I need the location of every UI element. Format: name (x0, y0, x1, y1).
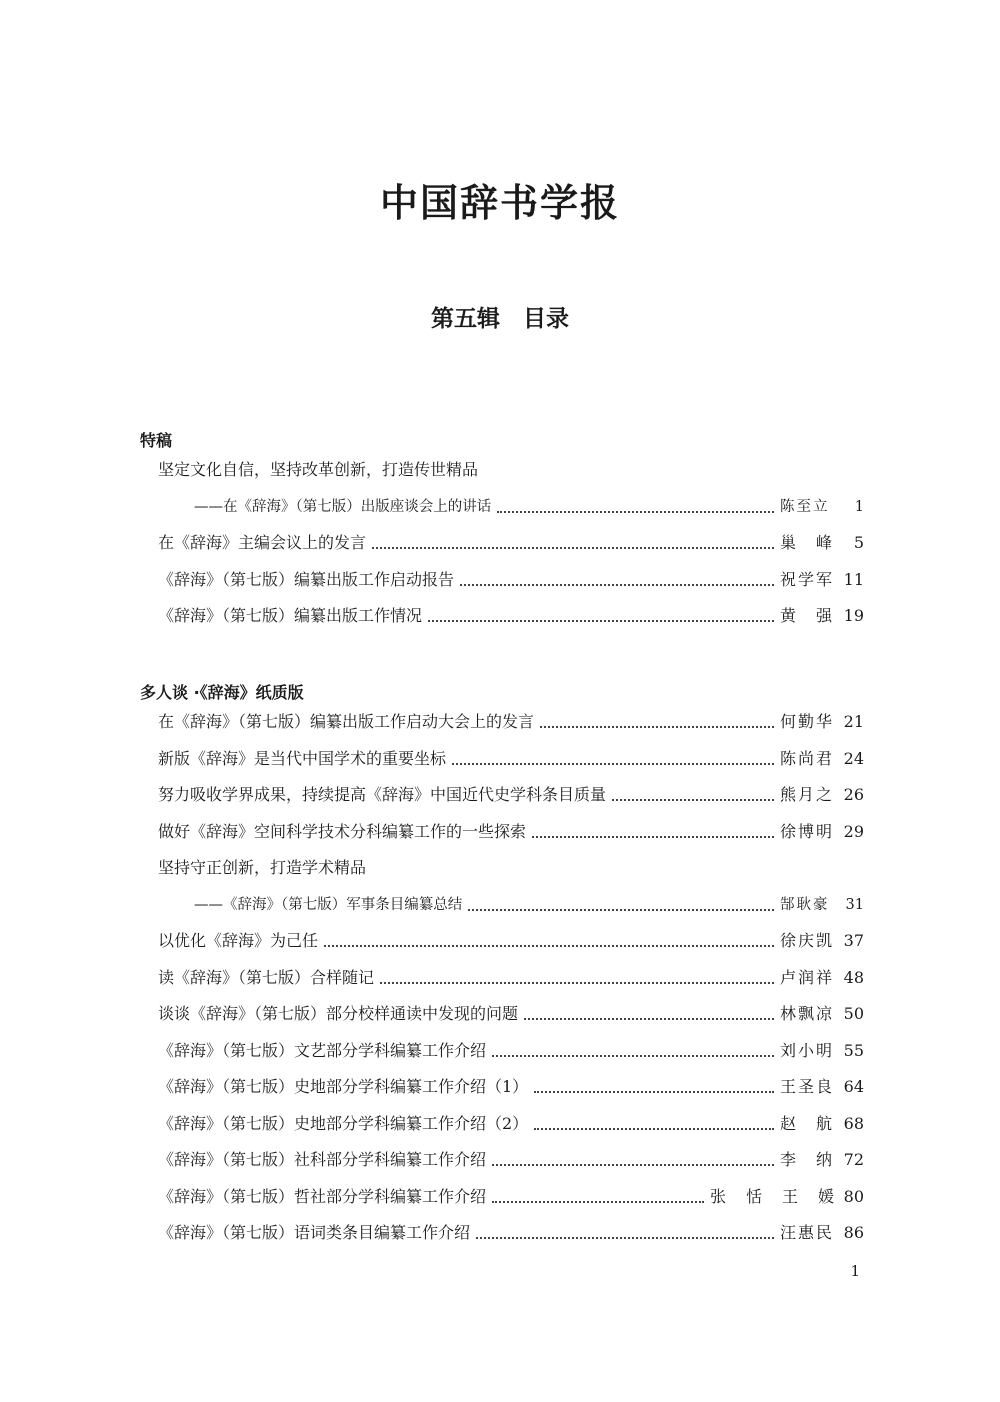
entry-page-number: 80 (843, 1186, 864, 1206)
entry-title: 新版《辞海》是当代中国学术的重要坐标 (158, 748, 447, 768)
entry-page-number: 55 (843, 1040, 864, 1060)
toc-entry[interactable] (158, 1069, 864, 1097)
toc-entry[interactable] (158, 452, 864, 480)
leader-dots (524, 1017, 774, 1020)
entry-title: 《辞海》（第七版）语词类条目编纂工作介绍 (158, 1223, 471, 1242)
toc-entry[interactable] (158, 923, 864, 951)
entry-page-number: 1 (854, 498, 864, 515)
toc-entry[interactable] (158, 562, 864, 590)
entry-title: 《辞海》（第七版）文艺部分学科编纂工作介绍 (158, 1040, 487, 1060)
toc-entry[interactable] (158, 1142, 864, 1170)
journal-title: 中国辞书学报 (379, 180, 620, 225)
leader-dots (324, 944, 774, 947)
entry-author: 何勤华 (780, 712, 835, 731)
leader-dots (452, 762, 774, 765)
toc-entry[interactable] (158, 1215, 864, 1243)
entry-page-number: 72 (843, 1150, 864, 1169)
entry-author: 祝学军 (780, 569, 835, 589)
entry-title: 《辞海》（第七版）史地部分学科编纂工作介绍（1） (158, 1077, 529, 1096)
leader-dots (540, 725, 774, 728)
entry-title: 谈谈《辞海》（第七版）部分校样通读中发现的问题 (158, 1004, 519, 1023)
entry-page-number: 68 (843, 1113, 864, 1133)
entry-author: 张 恬 王 媛 (709, 1186, 836, 1206)
entry-page-number: 37 (843, 931, 864, 950)
entry-title: ——在《辞海》（第七版）出版座谈会上的讲话 (194, 498, 492, 515)
issue-title: 第五辑 目录 (431, 306, 569, 332)
entry-author: 林飘凉 (780, 1004, 835, 1023)
entry-author: 赵 航 (780, 1113, 835, 1133)
toc-entry[interactable] (158, 704, 864, 732)
entry-author: 郜耿豪 (780, 896, 830, 913)
page-number: 1 (850, 1262, 860, 1280)
entry-title: 《辞海》（第七版）社科部分学科编纂工作介绍 (158, 1150, 487, 1169)
entry-title: 《辞海》（第七版）编纂出版工作情况 (158, 606, 423, 625)
toc-entry[interactable] (158, 525, 864, 553)
leader-dots (476, 1236, 774, 1239)
entry-page-number: 5 (853, 533, 864, 552)
leader-dots (534, 1127, 774, 1130)
entry-title: 坚持守正创新，打造学术精品 (158, 858, 367, 877)
entry-title: 以优化《辞海》为己任 (158, 931, 319, 950)
entry-title: 在《辞海》（第七版）编纂出版工作启动大会上的发言 (158, 712, 535, 731)
entry-title: 《辞海》（第七版）哲社部分学科编纂工作介绍 (158, 1186, 487, 1206)
toc-entry[interactable] (158, 814, 864, 842)
leader-dots (532, 835, 774, 838)
entry-author: 徐庆凯 (780, 931, 835, 950)
entry-page-number: 64 (843, 1077, 864, 1096)
leader-dots (460, 583, 774, 586)
entry-author: 徐博明 (780, 821, 835, 841)
toc-entry[interactable] (158, 850, 864, 878)
entry-title: 《辞海》（第七版）史地部分学科编纂工作介绍（2） (158, 1113, 529, 1133)
entry-title: 读《辞海》（第七版）合样随记 (158, 967, 375, 987)
entry-page-number: 86 (843, 1223, 864, 1242)
entry-page-number: 31 (845, 896, 864, 913)
entry-author: 汪惠民 (780, 1223, 835, 1242)
entry-page-number: 21 (843, 712, 864, 731)
entry-author: 陈尚君 (780, 748, 835, 768)
leader-dots (492, 1163, 774, 1166)
entry-page-number: 11 (843, 569, 864, 589)
entry-title: 坚定文化自信，坚持改革创新，打造传世精品 (158, 460, 479, 479)
leader-dots (428, 619, 774, 622)
entry-author: 王圣良 (780, 1077, 835, 1096)
entry-author: 刘小明 (780, 1040, 835, 1060)
toc-entry[interactable] (158, 777, 864, 805)
toc-entry[interactable] (158, 741, 864, 769)
toc-entry[interactable] (158, 960, 864, 988)
toc-entry[interactable] (158, 996, 864, 1024)
leader-dots (492, 1054, 774, 1057)
leader-dots (492, 1200, 704, 1203)
entry-page-number: 50 (843, 1004, 864, 1023)
toc-entry[interactable] (194, 887, 864, 915)
entry-page-number: 19 (843, 606, 864, 625)
leader-dots (468, 908, 774, 911)
entry-title: 《辞海》（第七版）编纂出版工作启动报告 (158, 569, 455, 589)
leader-dots (612, 798, 774, 801)
section-heading: 多人谈 ·《辞海》纸质版 (140, 683, 304, 702)
toc-entry[interactable] (158, 598, 864, 626)
leader-dots (534, 1090, 774, 1093)
toc-entry[interactable] (158, 1033, 864, 1061)
entry-page-number: 24 (843, 748, 864, 768)
entry-title: 做好《辞海》空间科学技术分科编纂工作的一些探索 (158, 821, 527, 841)
toc-entry[interactable] (194, 489, 864, 517)
entry-title: 在《辞海》主编会议上的发言 (158, 533, 367, 552)
entry-author: 卢润祥 (780, 967, 835, 987)
toc-entry[interactable] (158, 1179, 864, 1207)
entry-title: 努力吸收学界成果，持续提高《辞海》中国近代史学科条目质量 (158, 785, 607, 804)
entry-page-number: 26 (843, 785, 864, 804)
entry-author: 李 纳 (780, 1150, 835, 1169)
entry-page-number: 29 (843, 821, 864, 841)
section-heading: 特稿 (140, 431, 173, 450)
entry-page-number: 48 (843, 967, 864, 987)
leader-dots (497, 510, 774, 513)
entry-author: 陈至立 (780, 498, 830, 515)
leader-dots (372, 546, 774, 549)
entry-title: ——《辞海》（第七版）军事条目编纂总结 (194, 896, 463, 913)
toc-entry[interactable] (158, 1106, 864, 1134)
leader-dots (380, 981, 774, 984)
entry-author: 黄 强 (780, 606, 835, 625)
entry-author: 巢 峰 (780, 533, 835, 552)
entry-author: 熊月之 (780, 785, 835, 804)
